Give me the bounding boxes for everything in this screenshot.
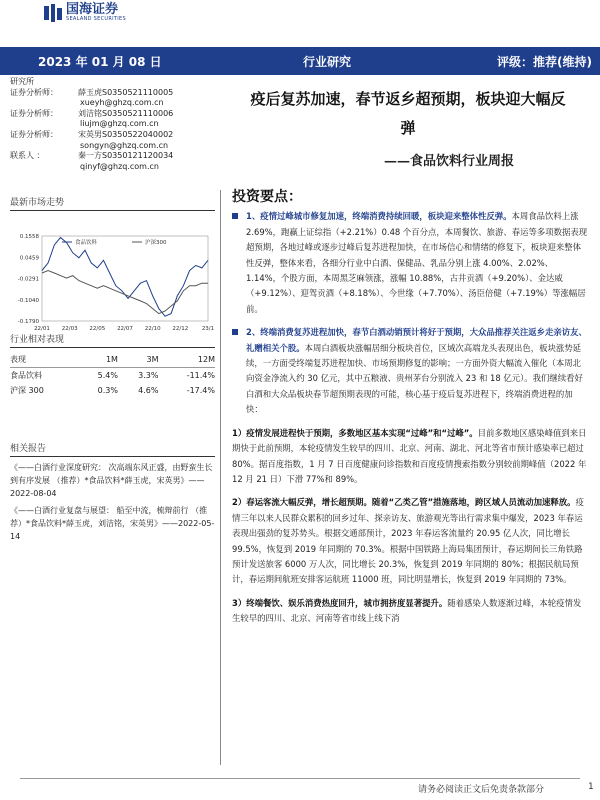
performance-title: 行业相对表现 — [10, 332, 215, 348]
sub-point — [232, 596, 588, 627]
performance-section — [10, 332, 215, 398]
y-tick-label: 0.1558 — [19, 234, 39, 240]
analyst-row: 证券分析师： 宋英男S0350522040002 — [10, 129, 174, 139]
series-line-1 — [42, 271, 208, 314]
page-number: 1 — [588, 782, 594, 792]
x-tick-label: 22/07 — [117, 326, 133, 332]
analyst-email[interactable]: songyn@ghzq.com.cn — [80, 140, 169, 150]
sub-point-lead: 2）春运客流大幅反弹，增长超预期。随着“乙类乙管”措施落地，跨区域人员流动加速释放。 — [232, 497, 576, 508]
page-footer — [0, 778, 600, 800]
related-reports-section — [10, 441, 215, 543]
x-tick-label: 22/12 — [172, 326, 189, 332]
logo-en: SEALAND SECURITIES — [66, 16, 126, 22]
y-tick-label: -0.1790 — [17, 319, 39, 325]
bullet-square-icon — [232, 213, 238, 219]
series-line-0 — [42, 238, 208, 317]
bullet-square-icon — [232, 329, 238, 335]
sub-point-text: 随着感染人数逐渐过峰，本轮疫情发生较早的四川、北京、河南等省市线上线下消 — [232, 597, 582, 624]
sub-point-lead: 3）终端餐饮、娱乐消费热度回升，城市拥挤度显著提升。 — [232, 597, 448, 608]
analyst-email[interactable]: qinyf@ghzq.com.cn — [80, 161, 159, 171]
sub-point — [232, 426, 588, 488]
key-point-text: 本周食品饮料上涨 2.69%，跑赢上证综指（+2.21%）0.48 个百分点，本周餐饮、旅游、春运等多项数据表现超预期，各地过峰或逐步过峰后复苏进程加快，在市场信心和情绪的修复下，板块迎来整体性反弹，整体来看，各细分行业中白酒、保健品、乳品分别上涨 4.00%、2.02%、1.14%，个股方面，本周黑芝麻领涨，涨幅 10.88%，古井贡酒（+9.20%）、金达威（+9.12%）、迎驾贡酒（+8.18%）、今世缘（+7.70%）、汤臣倍健（+7.19%）等涨幅居前。 — [246, 211, 588, 314]
table-header-row: 表现 1M 3M 12M — [10, 352, 215, 368]
x-tick-label: 23/1 — [201, 326, 215, 332]
legend-label: 食品饮料 — [75, 240, 98, 246]
table-row: 沪深 300 0.3% 4.6% -17.4% — [10, 386, 215, 395]
report-date: 2023 年 01 月 08 日 — [38, 55, 162, 69]
section-heading: 投资要点： — [232, 189, 302, 205]
performance-table — [10, 352, 215, 398]
x-tick-label: 22/10 — [144, 326, 161, 332]
table-row: 食品饮料 5.4% 3.3% -11.4% — [10, 371, 215, 380]
x-tick-label: 22/03 — [61, 326, 78, 332]
footer-divider — [20, 778, 580, 779]
report-type: 行业研究 — [303, 55, 352, 69]
sub-point-text: 疫情三年以来人民群众累积的回乡过年、探亲访友、旅游观光等出行需求集中爆发，2023 年春运表现出强劲的复苏势头。根据交通部预计，2023 年春运客流量约 20.95 亿人次，同比增长 99.5%，恢复到 2019 年同期的 70.3%。根据中国铁路上海局集团预计，春运期间长三角铁路预计发送旅客 6000 万人次，同比增长 20.3%，恢复到 2019 年同期的 80%；根据民航局预计，春运期间航班安排客运航班 11000 班，同比明显增长，恢复到 2019 年同期的 73%。 — [232, 497, 584, 585]
analyst-row: 证券分析师： 薛玉虎S0350521110005 — [10, 87, 174, 97]
key-point — [232, 209, 588, 317]
analyst-row: 联系人 ： 秦一方S0350121120034 — [10, 151, 174, 161]
main-content — [232, 190, 588, 635]
report-title: 疫后复苏加速，春节返乡超预期，板块迎大幅反 弹 — [250, 90, 566, 137]
institute-label: 研究所 — [10, 77, 34, 86]
column-divider — [220, 190, 221, 765]
key-point-lead: 1、疫情过峰城市修复加速，终端消费持续回暖，板块迎来整体性反弹。 — [246, 211, 512, 222]
header-bar — [0, 47, 600, 75]
key-point — [232, 325, 588, 417]
logo-cn: 国海证券 — [66, 2, 119, 17]
x-tick-label: 22/01 — [34, 326, 50, 332]
key-point-lead: 2、终端消费复苏进程加快，春节白酒动销预计将好于预期，大众品推荐关注返乡走亲访友、礼赠相关个股。 — [246, 327, 587, 353]
analyst-row: 证券分析师： 刘洁铭S0350521110006 — [10, 108, 174, 118]
logo-mark-icon — [44, 4, 62, 22]
footer-disclaimer: 请务必阅读正文后免责条款部分 — [418, 785, 545, 795]
report-subtitle: ——食品饮料行业周报 — [383, 154, 514, 169]
market-trend-title: 最新市场走势 — [10, 195, 215, 211]
market-trend-section — [10, 195, 215, 211]
related-report-link[interactable]: 《——白酒行业深度研究： 次高端东风正盛，由野蛮生长到有序发展 （推荐）*食品饮料*薛玉虎，宋英男》——2022-08-04 — [10, 463, 213, 498]
company-logo — [44, 3, 126, 22]
analyst-list — [10, 77, 220, 172]
y-tick-label: -0.0291 — [17, 276, 39, 283]
sub-point-text: 目前多数地区感染峰值到来日期快于此前预期，本轮疫情发生较早的四川、北京、河南、湖北、河北等省市预计感染率已超过 80%。据百度指数，1 月 7 日百度健康问诊指数和百度疫情搜索指数分别较前期峰值（2022 年 12 月 21 日）下滑 77%和 89%。 — [232, 427, 587, 484]
x-tick-label: 22/05 — [89, 326, 106, 332]
sub-point — [232, 495, 588, 587]
related-reports-title: 相关报告 — [10, 441, 215, 457]
sub-point-lead: 1）疫情发展进程快于预期，多数地区基本实现“过峰”和“过峰”。 — [232, 427, 478, 438]
analyst-email[interactable]: liujm@ghzq.com.cn — [80, 119, 159, 129]
y-tick-label: 0.0459 — [19, 255, 39, 262]
key-point-text: 本周白酒板块涨幅居细分板块首位，区域次高端龙头表现出色，板块涨势延续，一方面受终端复苏进程加快、市场预期修复的影响；一方面外资大幅流入催化（本周北向资金净流入约 30 亿元，其中五粮液、贵州茅台分别流入 23 和 18 亿元）。我们继续看好白酒和大众品板块春节超预期表现的可能，核心基于疫后复苏进程下，终端消费进程的加快： — [246, 342, 583, 415]
related-report-link[interactable]: 《——白酒行业复盘与展望： 船至中流，梳辩前行 （推荐）*食品饮料*薛玉虎，刘洁铭，宋英男》——2022-05-14 — [10, 506, 215, 541]
y-tick-label: -0.1040 — [17, 297, 39, 304]
market-trend-chart — [10, 226, 215, 341]
analyst-email[interactable]: xueyh@ghzq.com.cn — [80, 98, 164, 108]
report-rating: 评级：推荐(维持) — [497, 55, 592, 69]
legend-label: 沪深300 — [145, 240, 167, 246]
